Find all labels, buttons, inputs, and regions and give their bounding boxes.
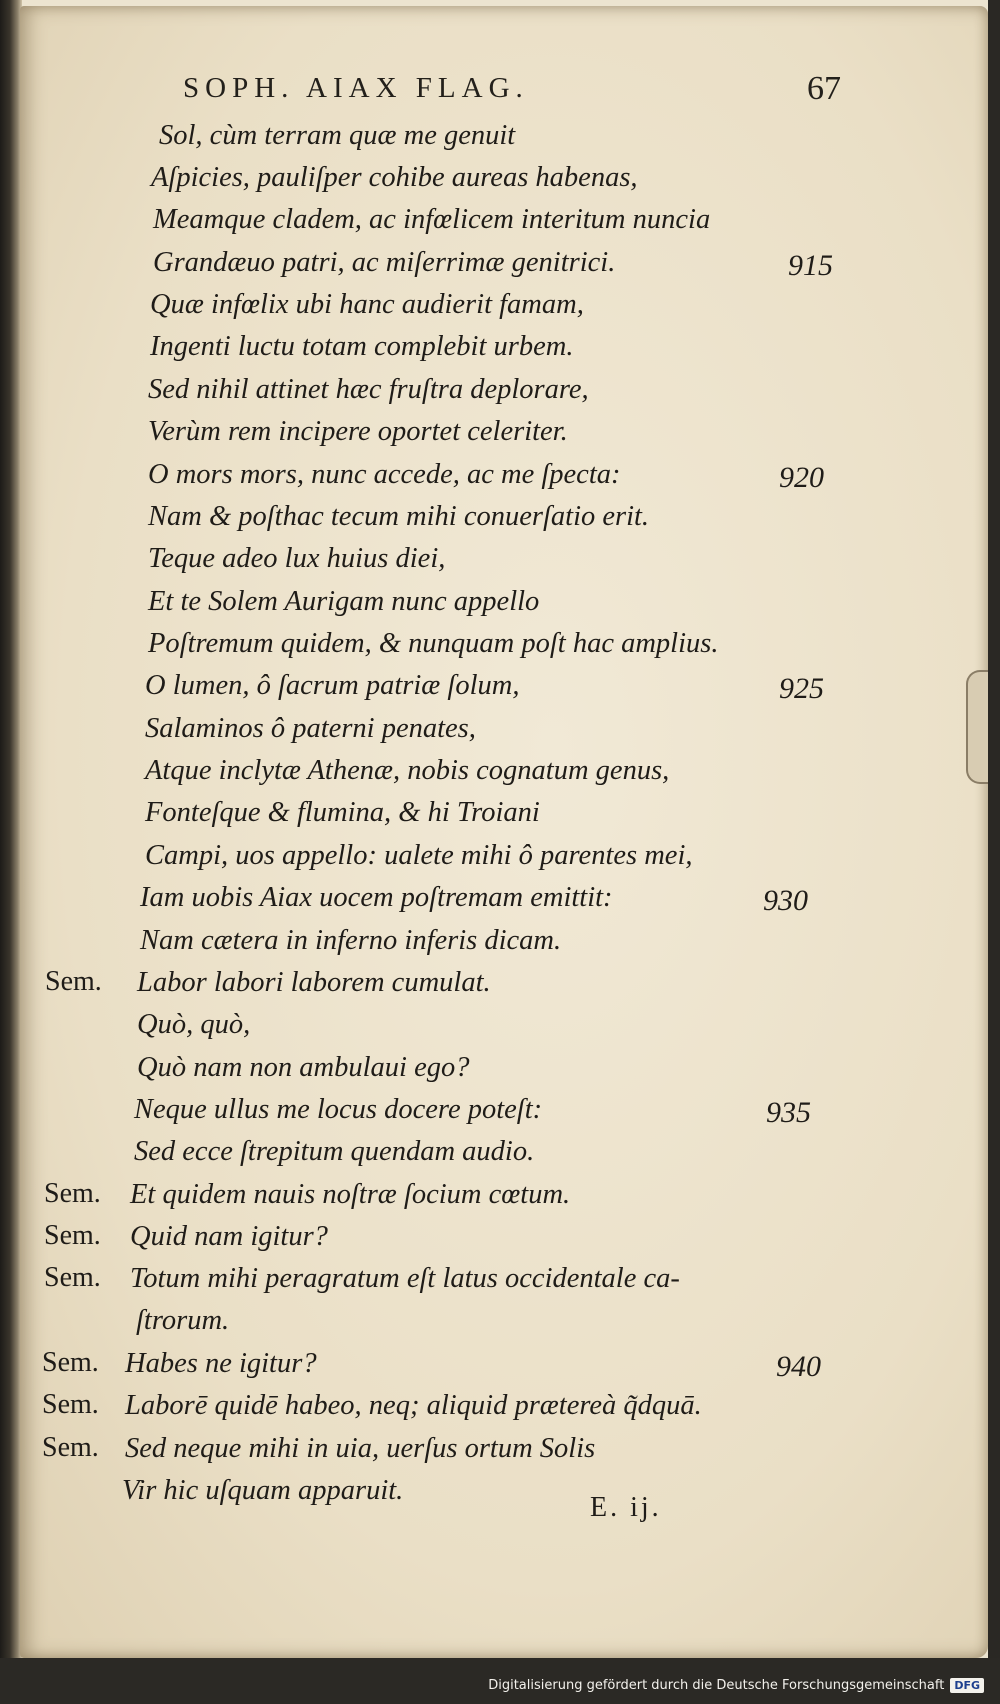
scanner-bed-right <box>988 0 1000 1704</box>
speaker-label: Sem. <box>42 1389 99 1420</box>
verse-line: Totum mihi peragratum eſt latus occidentale ca- <box>130 1263 680 1294</box>
verse-line: Ingenti luctu totam complebit urbem. <box>150 331 574 362</box>
verse-line: Meamque cladem, ac infœlicem interitum nuncia <box>153 204 711 235</box>
verse-line: Labor labori laborem cumulat. <box>137 967 491 998</box>
verse-line: Sed ecce ſtrepitum quendam audio. <box>134 1136 535 1167</box>
verse-line: Neque ullus me locus docere poteſt: <box>134 1094 543 1125</box>
verse-line: Poſtremum quidem, & nunquam poſt hac amplius. <box>148 628 719 659</box>
verse-line: Quid nam igitur? <box>130 1221 328 1252</box>
speaker-label: Sem. <box>42 1432 99 1463</box>
page-number: 67 <box>807 70 841 107</box>
line-number: 915 <box>788 249 833 282</box>
dfg-logo: DFG <box>950 1678 984 1693</box>
verse-line: O lumen, ô ſacrum patriæ ſolum, <box>145 670 520 701</box>
verse-line: Et te Solem Aurigam nunc appello <box>148 586 540 617</box>
verse-line: Habes ne igitur? <box>125 1348 317 1379</box>
verse-line: Sol, cùm terram quæ me genuit <box>159 120 516 151</box>
verse-line: Quò, quò, <box>137 1009 251 1040</box>
verse-line: Iam uobis Aiax uocem poſtremam emittit: <box>140 882 613 913</box>
verse-line: Verùm rem incipere oportet celeriter. <box>148 416 568 447</box>
verse-line: Campi, uos appello: ualete mihi ô parentes mei, <box>145 840 693 871</box>
speaker-label: Sem. <box>44 1262 101 1293</box>
book-binding-edge <box>0 0 22 1704</box>
verse-line: Fonteſque & flumina, & hi Troiani <box>145 797 540 828</box>
speaker-label: Sem. <box>42 1347 99 1378</box>
running-head: SOPH. AIAX FLAG. <box>183 72 529 104</box>
digitization-credit <box>488 1678 984 1693</box>
verse-line: Atque inclytæ Athenæ, nobis cognatum genus, <box>145 755 670 786</box>
verse-line: Aſpicies, pauliſper cohibe aureas habenas, <box>151 162 638 193</box>
line-number: 925 <box>779 672 824 705</box>
verse-line: Sed neque mihi in uia, uerſus ortum Solis <box>125 1433 596 1464</box>
line-number: 920 <box>779 461 824 494</box>
verse-line: Et quidem nauis noſtræ ſocium cœtum. <box>130 1179 571 1210</box>
line-number: 940 <box>776 1350 821 1383</box>
verse-line: Sed nihil attinet hæc fruſtra deplorare, <box>148 374 589 405</box>
speaker-label: Sem. <box>45 966 102 997</box>
verse-line: Laborē quidē habeo, neq; aliquid prætereà q̃dquā. <box>125 1390 702 1421</box>
verse-line: Teque adeo lux huius diei, <box>148 543 446 574</box>
line-number: 935 <box>766 1096 811 1129</box>
speaker-label: Sem. <box>44 1178 101 1209</box>
verse-line: ſtrorum. <box>136 1305 230 1336</box>
signature-mark: E. ij. <box>590 1492 662 1523</box>
speaker-label: Sem. <box>44 1220 101 1251</box>
verse-line: Salaminos ô paterni penates, <box>145 713 476 744</box>
verse-line: Vir hic uſquam apparuit. <box>122 1475 404 1506</box>
credit-text: Digitalisierung gefördert durch die Deutsche Forschungsgemeinschaft <box>488 1678 945 1693</box>
verse-line: Quò nam non ambulaui ego? <box>137 1052 470 1083</box>
verse-line: O mors mors, nunc accede, ac me ſpecta: <box>148 459 621 490</box>
line-number: 930 <box>763 884 808 917</box>
verse-line: Grandæuo patri, ac miſerrimæ genitrici. <box>153 247 616 278</box>
verse-line: Nam & poſthac tecum mihi conuerſatio erit. <box>148 501 650 532</box>
verse-line: Nam cætera in inferno inferis dicam. <box>140 925 562 956</box>
verse-line: Quæ infœlix ubi hanc audierit famam, <box>150 289 584 320</box>
